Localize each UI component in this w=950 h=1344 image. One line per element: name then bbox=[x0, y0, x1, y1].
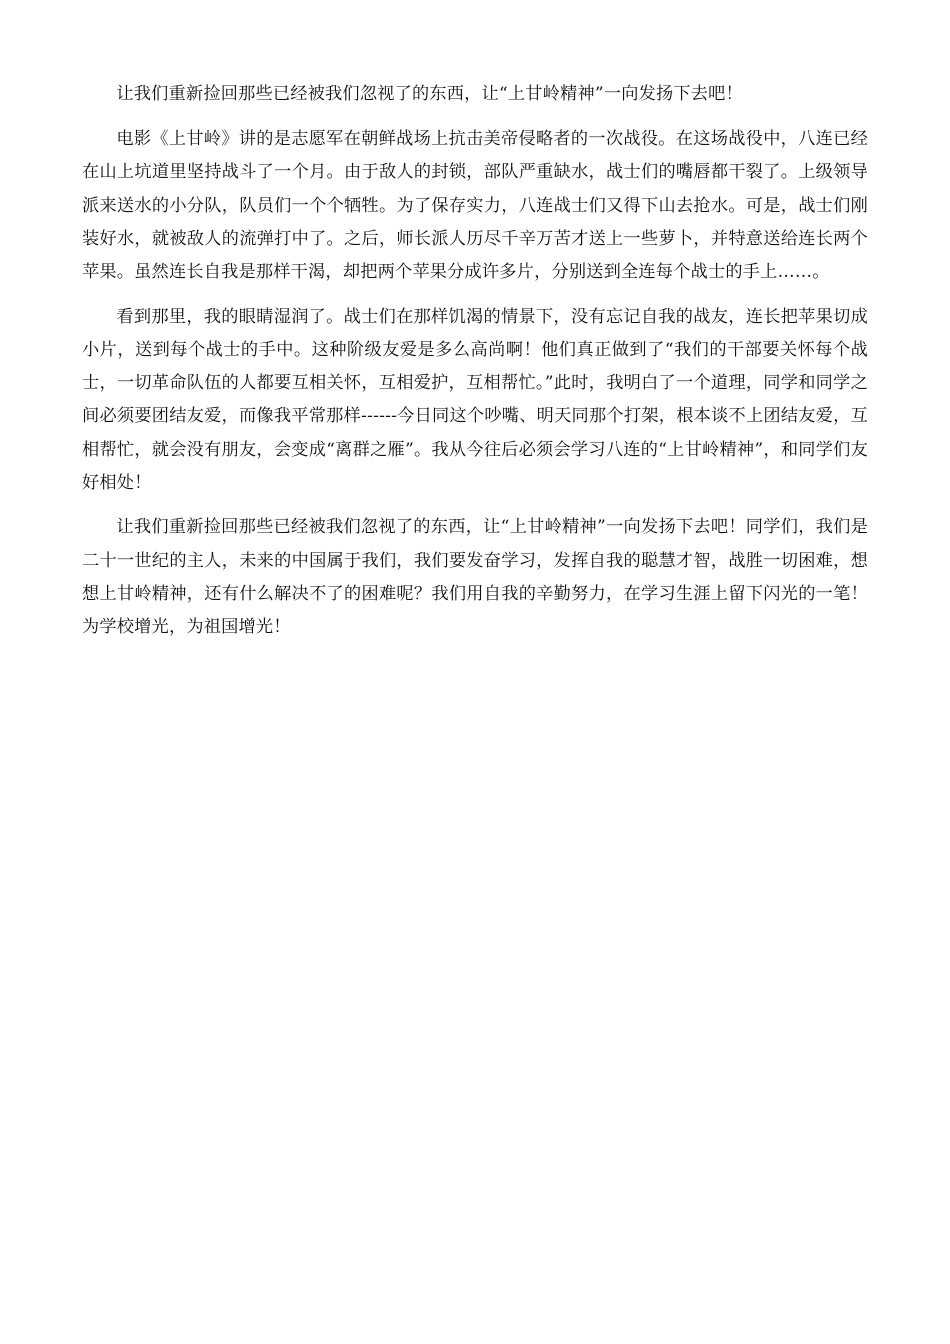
document-page bbox=[82, 78, 868, 656]
paragraph-intro: 让我们重新捡回那些已经被我们忽视了的东西，让“上甘岭精神”一向发扬下去吧！ bbox=[116, 84, 743, 104]
paragraph-conclusion: 让我们重新捡回那些已经被我们忽视了的东西，让“上甘岭精神”一向发扬下去吧！同学们，我们是二十一世纪的主人，未来的中国属于我们，我们要发奋学习，发挥自我的聪慧才智，战胜一切困难，想想上甘岭精神，还有什么解决不了的困难呢？我们用自我的辛勤努力，在学习生涯上留下闪光的一笔！为学校增光，为祖国增光！ bbox=[82, 517, 868, 638]
paragraph-reflection: 看到那里，我的眼睛湿润了。战士们在那样饥渴的情景下，没有忘记自我的战友，连长把苹果切成小片，送到每个战士的手中。这种阶级友爱是多么高尚啊！他们真正做到了“我们的干部要关怀每个战士，一切革命队伍的人都要互相关怀，互相爱护，互相帮忙。”此时，我明白了一个道理，同学和同学之间必须要团结友爱，而像我平常那样------今日同这个吵嘴、明天同那个打架，根本谈不上团结友爱，互相帮忙，就会没有朋友，会变成“离群之雁”。我从今往后必须会学习八连的“上甘岭精神”，和同学们友好相处！ bbox=[82, 306, 868, 493]
paragraph-film-summary: 电影《上甘岭》讲的是志愿军在朝鲜战场上抗击美帝侵略者的一次战役。在这场战役中，八连已经在山上坑道里坚持战斗了一个月。由于敌人的封锁，部队严重缺水，战士们的嘴唇都干裂了。上级领导派来送水的小分队，队员们一个个牺牲。为了保存实力，八连战士们又得下山去抢水。可是，战士们刚装好水，就被敌人的流弹打中了。之后，师长派人历尽千辛万苦才送上一些萝卜，并特意送给连长两个苹果。虽然连长自我是那样干渴，却把两个苹果分成许多片，分别送到全连每个战士的手上……。 bbox=[82, 129, 868, 283]
